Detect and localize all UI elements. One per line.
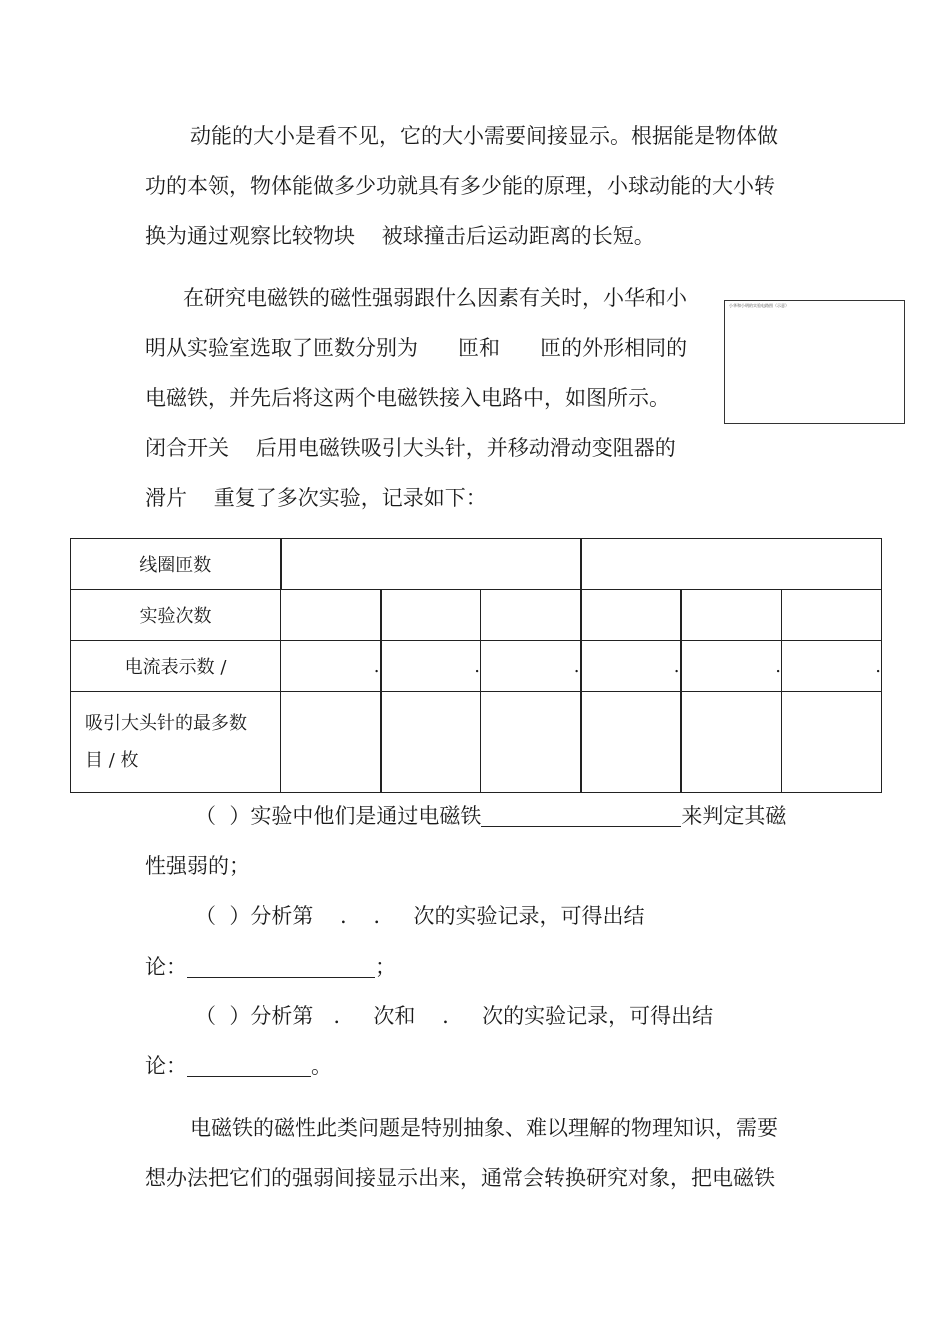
experiment-table (70, 538, 882, 793)
table-row-turns (71, 539, 882, 590)
question-2-continued (145, 957, 396, 978)
question-2-answer-blank[interactable] (187, 957, 375, 978)
question-3-answer-blank[interactable] (187, 1056, 311, 1077)
trial-cell-3 (481, 590, 581, 641)
trial-cell-5 (681, 590, 782, 641)
current-cell-6: . (782, 641, 882, 692)
question-2: （ ）分析第 . . 次的实验记录，可得出结 (195, 904, 645, 928)
paragraph-2-line-5: 滑片 重复了多次实验，记录如下： (145, 486, 487, 510)
paragraph-1-line-2: 功的本领，物体能做多少功就具有多少能的原理，小球动能的大小转 (145, 174, 775, 198)
pins-cell-6 (782, 692, 882, 793)
current-cell-2: . (381, 641, 481, 692)
table-row-current (71, 641, 882, 692)
question-1-text-b: 来判定其磁 (681, 804, 787, 828)
paragraph-2-line-4: 闭合开关 后用电磁铁吸引大头针，并移动滑动变阻器的 (145, 436, 676, 460)
row-label-pins: 吸引大头针的最多数 目 / 枚 (71, 692, 281, 793)
question-2-text-c: ； (375, 955, 396, 979)
table-row-trials (71, 590, 882, 641)
row-label-turns: 线圈匝数 (71, 539, 281, 590)
pins-cell-2 (381, 692, 481, 793)
paragraph-3-line-2: 想办法把它们的强弱间接显示出来，通常会转换研究对象，把电磁铁 (145, 1166, 775, 1190)
trial-cell-4 (581, 590, 681, 641)
current-cell-1: . (281, 641, 381, 692)
question-3: （ ）分析第 . 次和 . 次的实验记录，可得出结 (195, 1004, 714, 1028)
trial-cell-2 (381, 590, 481, 641)
paragraph-1-line-3: 换为通过观察比较物块 被球撞击后运动距离的长短。 (145, 224, 655, 248)
question-3-continued (145, 1056, 332, 1077)
current-cell-4: . (581, 641, 681, 692)
table-row-pins (71, 692, 882, 793)
figure-caption: 小华和小明的实验电路图（示意） (729, 303, 789, 308)
paragraph-3-line-1: 电磁铁的磁性此类问题是特别抽象、难以理解的物理知识，需要 (190, 1116, 778, 1140)
pins-cell-4 (581, 692, 681, 793)
question-3-text-c: 。 (311, 1054, 332, 1078)
pins-cell-3 (481, 692, 581, 793)
current-cell-5: . (681, 641, 782, 692)
paragraph-1-line-1: 动能的大小是看不见，它的大小需要间接显示。根据能是物体做 (190, 124, 778, 148)
paragraph-2-line-2: 明从实验室选取了匝数分别为 匝和 匝的外形相同的 (145, 336, 688, 360)
pins-cell-5 (681, 692, 782, 793)
paragraph-2-line-3: 电磁铁，并先后将这两个电磁铁接入电路中，如图所示。 (145, 386, 670, 410)
question-1 (195, 806, 786, 827)
row-label-current: 电流表示数 / (71, 641, 281, 692)
circuit-figure (724, 300, 905, 424)
turns-value-1 (281, 539, 581, 590)
trial-cell-1 (281, 590, 381, 641)
pins-cell-1 (281, 692, 381, 793)
question-1-text-a: （ ）实验中他们是通过电磁铁 (195, 804, 482, 828)
question-3-text-b: 论： (145, 1054, 187, 1078)
paragraph-2-line-1: 在研究电磁铁的磁性强弱跟什么因素有关时，小华和小 (183, 286, 687, 310)
question-2-text-b: 论： (145, 955, 187, 979)
current-cell-3: . (481, 641, 581, 692)
question-1-continued: 性强弱的； (145, 854, 250, 878)
row-label-trials: 实验次数 (71, 590, 281, 641)
turns-value-2 (581, 539, 882, 590)
question-1-answer-blank[interactable] (481, 806, 681, 827)
trial-cell-6 (782, 590, 882, 641)
